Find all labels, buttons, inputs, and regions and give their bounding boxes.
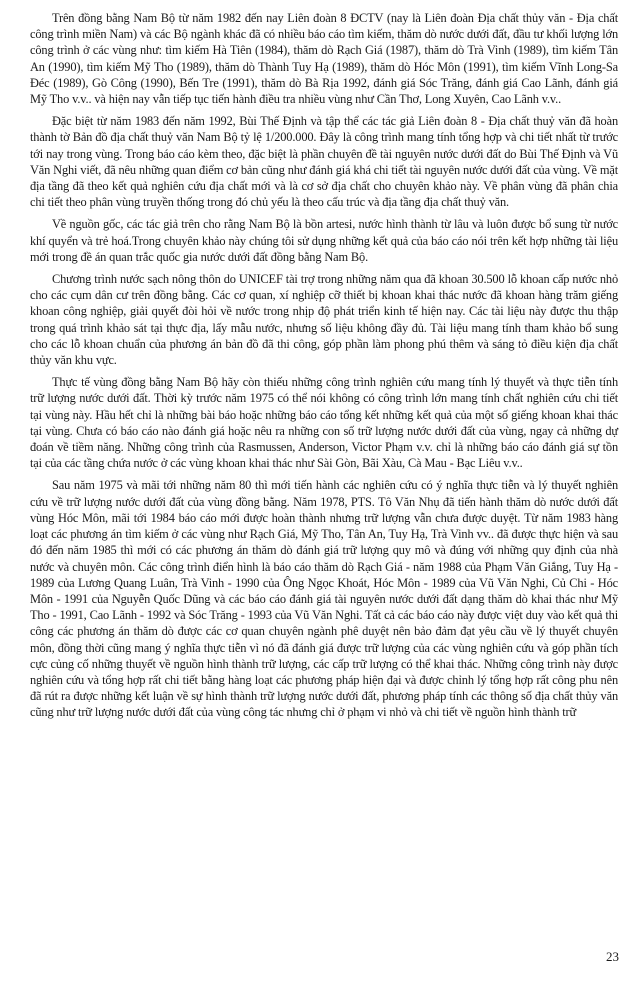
paragraph-2: Đặc biệt từ năm 1983 đến năm 1992, Bùi Thế Định và tập thể các tác giả Liên đoàn 8 - Địa chất thuỷ văn đã hoàn thành tờ Bản đồ địa chất thuỷ văn Nam Bộ tỷ lệ 1/200.000. Đây là công trình mang tính tổng hợp và chi tiết nhất từ trước tới nay trong vùng. Trong báo cáo kèm theo, đặc biệt là phần chuyên đề tài nguyên nước dưới đất do Bùi Thế Định và Vũ Văn Nghi viết, đã nêu những quan điểm cơ bản cũng như đánh giá khá chi tiết tài nguyên nước dưới đất của vùng. Về mặt địa tầng đã theo kết quả nghiên cứu địa chất mới và là cơ sở địa chất cho chuyên khảo này. Về phân vùng đã phân chia chi tiết theo phân vùng truyền thống trong đó chủ yếu là theo cấu trúc và địa tầng địa chất thuỷ văn. [30,114,618,210]
paragraph-5: Thực tế vùng đồng bằng Nam Bộ hãy còn thiếu những công trình nghiên cứu mang tính lý thuyết và thực tiễn tính trữ lượng nước dưới đất. Thời kỳ trước năm 1975 có thể nói không có công trình lớn mang tính chất nghiên cứu chi tiết tại vùng này. Hầu hết chỉ là những bài báo hoặc những báo cáo tổng kết những kết quả của một số giếng khoan khai thác tại vùng. Chưa có báo cáo nào đánh giá hoặc nêu ra những con số trữ lượng nước dưới đất của vùng, ngay cả những dự đoán về tiềm năng. Những công trình của Rasmussen, Anderson, Victor Phạm v.v. chỉ là những báo cáo đánh giá sự tồn tại của các tầng chứa nước ở các vùng khoan khai thác như Sài Gòn, Bãi Xàu, Cà Mau - Bạc Liêu v.v.. [30,375,618,471]
page-number: 23 [606,949,619,964]
paragraph-4: Chương trình nước sạch nông thôn do UNICEF tài trợ trong những năm qua đã khoan 30.500 lỗ khoan cấp nước nhỏ cho các cụm dân cư trên đồng bằng. Các cơ quan, xí nghiệp cỡ thiết bị khoan khai thác nước đã khoan hàng trăm giếng khoan công nghiệp, giải quyết đòi hỏi về nước trong nhịp độ phát triển kinh tế hiện nay. Các tài liệu này được thu thập trong quá trình khảo sát tại thực địa, lấy mẫu nước, nhưng số liệu không đầy đủ. Tài liệu mang tính tham khảo bổ sung cho các lỗ khoan chuẩn của phương án bản đồ đã thi công, góp phần làm phong phú thêm và sáng tỏ điều kiện địa chất thủy văn khu vực. [30,272,618,368]
document-body [30,10,618,727]
paragraph-6: Sau năm 1975 và mãi tới những năm 80 thì mới tiến hành các nghiên cứu có ý nghĩa thực tiễn và lý thuyết nghiên cứu về trữ lượng nước dưới đất của vùng đồng bằng. Năm 1978, PTS. Tô Văn Nhụ đã tiến hành thăm dò nước dưới đất vùng Hóc Môn, mãi tới 1984 báo cáo mới được hoàn thành nhưng trữ lượng vẫn chưa được duyệt. Từ năm 1983 hàng loạt các phương án tìm kiếm ở các vùng như Rạch Giá, Mỹ Tho, Tân An, Tuy Hạ, Trà Vinh vv.. đã được thực hiện và sau đó đến năm 1985 thì mới có các phương án thăm dò đánh giá trữ lượng quy mô và đúng với những quy định của nhà nước và chuyên môn. Các công trình điển hình là báo cáo thăm dò Rạch Giá - năm 1988 của Phạm Văn Giắng, Tuy Hạ - 1989 của Lương Quang Luân, Trà Vinh - 1990 của Ông Ngọc Khoát, Hóc Môn - 1989 của Vũ Văn Nghi, Củ Chi - Hóc Môn - 1991 của Nguyễn Quốc Dũng và các báo cáo đánh giá tài nguyên nước dưới đất dạng thăm dò khai thác như Mỹ Tho - 1991, Cao Lãnh - 1992 và Sóc Trăng - 1993 của Vũ Văn Nghi. Tất cả các báo cáo này được việt duy vào kết quả thi công các phương án thăm dò được các cơ quan chuyên ngành phê duyệt nên bảo đảm đạt yêu cầu về lý thuyết chuyên môn, đồng thời cũng mang ý nghĩa thực tiễn vì nó đã đánh giá được trữ lượng của các vùng nghiên cứu và góp phần tích cực củng cố những thuyết về nguồn hình thành trữ lượng, các cấp trữ lượng có thể khai thác. Những công trình này được nghiên cứu và tổng hợp rất chi tiết bằng hàng loạt các phương pháp hiện đại và được chỉnh lý tổng hợp rất công phu nên đã rút ra được những kết luận về sự hình thành trữ lượng nước dưới đất, phương pháp tính các thông số địa chất thủy văn cũng như trữ lượng nước dưới đất của vùng công tác nhưng chỉ ở phạm vi nhỏ và chi tiết về nguồn hình thành trữ [30,478,618,720]
paragraph-3: Về nguồn gốc, các tác giả trên cho rằng Nam Bộ là bồn artesi, nước hình thành từ lâu và luôn được bổ sung từ nước khí quyển và trẻ hoá.Trong chuyên khảo này chúng tôi sử dụng những kết quả của báo cáo nói trên kết hợp những tài liệu mới trong đề án quan trắc quốc gia nước dưới đất đồng bằng Nam Bộ. [30,217,618,264]
paragraph-1: Trên đồng bằng Nam Bộ từ năm 1982 đến nay Liên đoàn 8 ĐCTV (nay là Liên đoàn Địa chất thủy văn - Địa chất công trình miền Nam) và các Bộ ngành khác đã có nhiều báo cáo tìm kiếm, thăm dò nước dưới đất, đầu tư khối lượng lớn công trình ở các vùng như: tìm kiếm Hà Tiên (1984), thăm dò Rạch Giá (1987), thăm dò Trà Vinh (1989), tìm kiếm Tân An (1990), tìm kiếm Mỹ Tho (1989), thăm dò Thành Tuy Hạ (1989), thăm dò Hóc Môn (1991), tìm kiếm Vĩnh Long-Sa Đéc (1989), Gò Công (1990), Bến Tre (1991), thăm dò Bà Rịa 1992, đánh giá Sóc Trăng, đánh giá Cao Lãnh, đánh giá Mỹ Tho v.v.. và hiện nay vẫn tiếp tục tiến hành điều tra nhiều vùng như Cần Thơ, Long Xuyên, Cao Lãnh v.v.. [30,11,618,107]
